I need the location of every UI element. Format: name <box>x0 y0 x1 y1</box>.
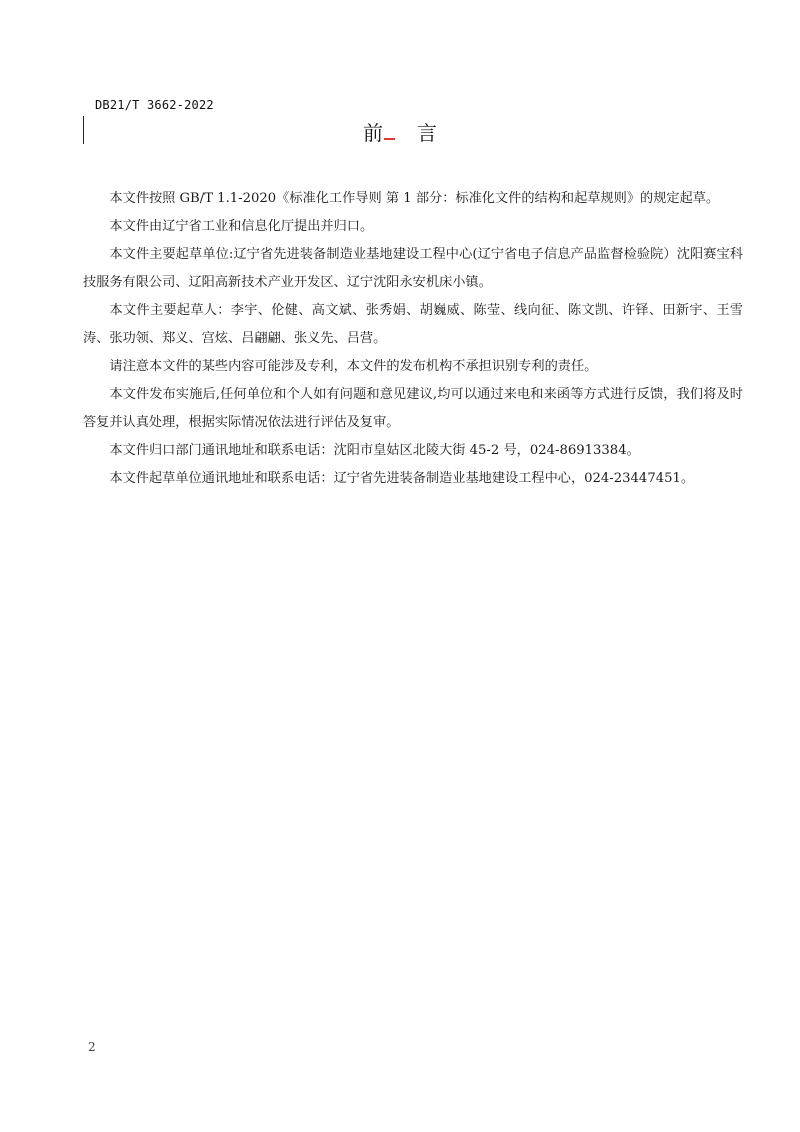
paragraph-drafting-rules: 本文件按照 GB/T 1.1-2020《标准化工作导则 第 1 部分：标准化文件的结构和起草规则》的规定起草。 <box>109 191 720 206</box>
title-gap <box>383 130 417 140</box>
document-code: DB21/T 3662-2022 <box>95 98 214 112</box>
paragraph-drafting-units: 本文件主要起草单位:辽宁省先进装备制造业基地建设工程中心(辽宁省电子信息产品监督检验院）沈阳赛宝科技服务有限公司、辽阳高新技术产业开发区、辽宁沈阳永安机床小镇。 <box>83 247 743 290</box>
paragraph-dept-contact: 本文件归口部门通讯地址和联系电话：沈阳市皇姑区北陵大街 45-2 号，024-86913384。 <box>109 443 640 458</box>
title-char-2: 言 <box>417 121 437 145</box>
paragraph-drafter-contact: 本文件起草单位通讯地址和联系电话：辽宁省先进装备制造业基地建设工程中心，024-23447451。 <box>109 471 695 486</box>
page-number: 2 <box>88 1040 96 1054</box>
title-char-1: 前 <box>363 121 383 145</box>
paragraph-drafters: 本文件主要起草人：李宇、伦健、高文斌、张秀娟、胡巍威、陈莹、线向征、陈文凯、许铎、田新宇、王雪涛、张功领、郑义、宫炫、吕翩翩、张义先、吕营。 <box>83 303 743 346</box>
paragraph-patent-notice: 请注意本文件的某些内容可能涉及专利，本文件的发布机构不承担识别专利的责任。 <box>109 359 598 374</box>
paragraph-proposer: 本文件由辽宁省工业和信息化厅提出并归口。 <box>109 219 374 234</box>
page-title <box>0 117 800 146</box>
spellcheck-underline <box>384 138 395 140</box>
document-body <box>83 185 743 493</box>
paragraph-feedback: 本文件发布实施后,任何单位和个人如有问题和意见建议,均可以通过来电和来函等方式进行反馈，我们将及时答复并认真处理，根据实际情况依法进行评估及复审。 <box>83 387 743 430</box>
